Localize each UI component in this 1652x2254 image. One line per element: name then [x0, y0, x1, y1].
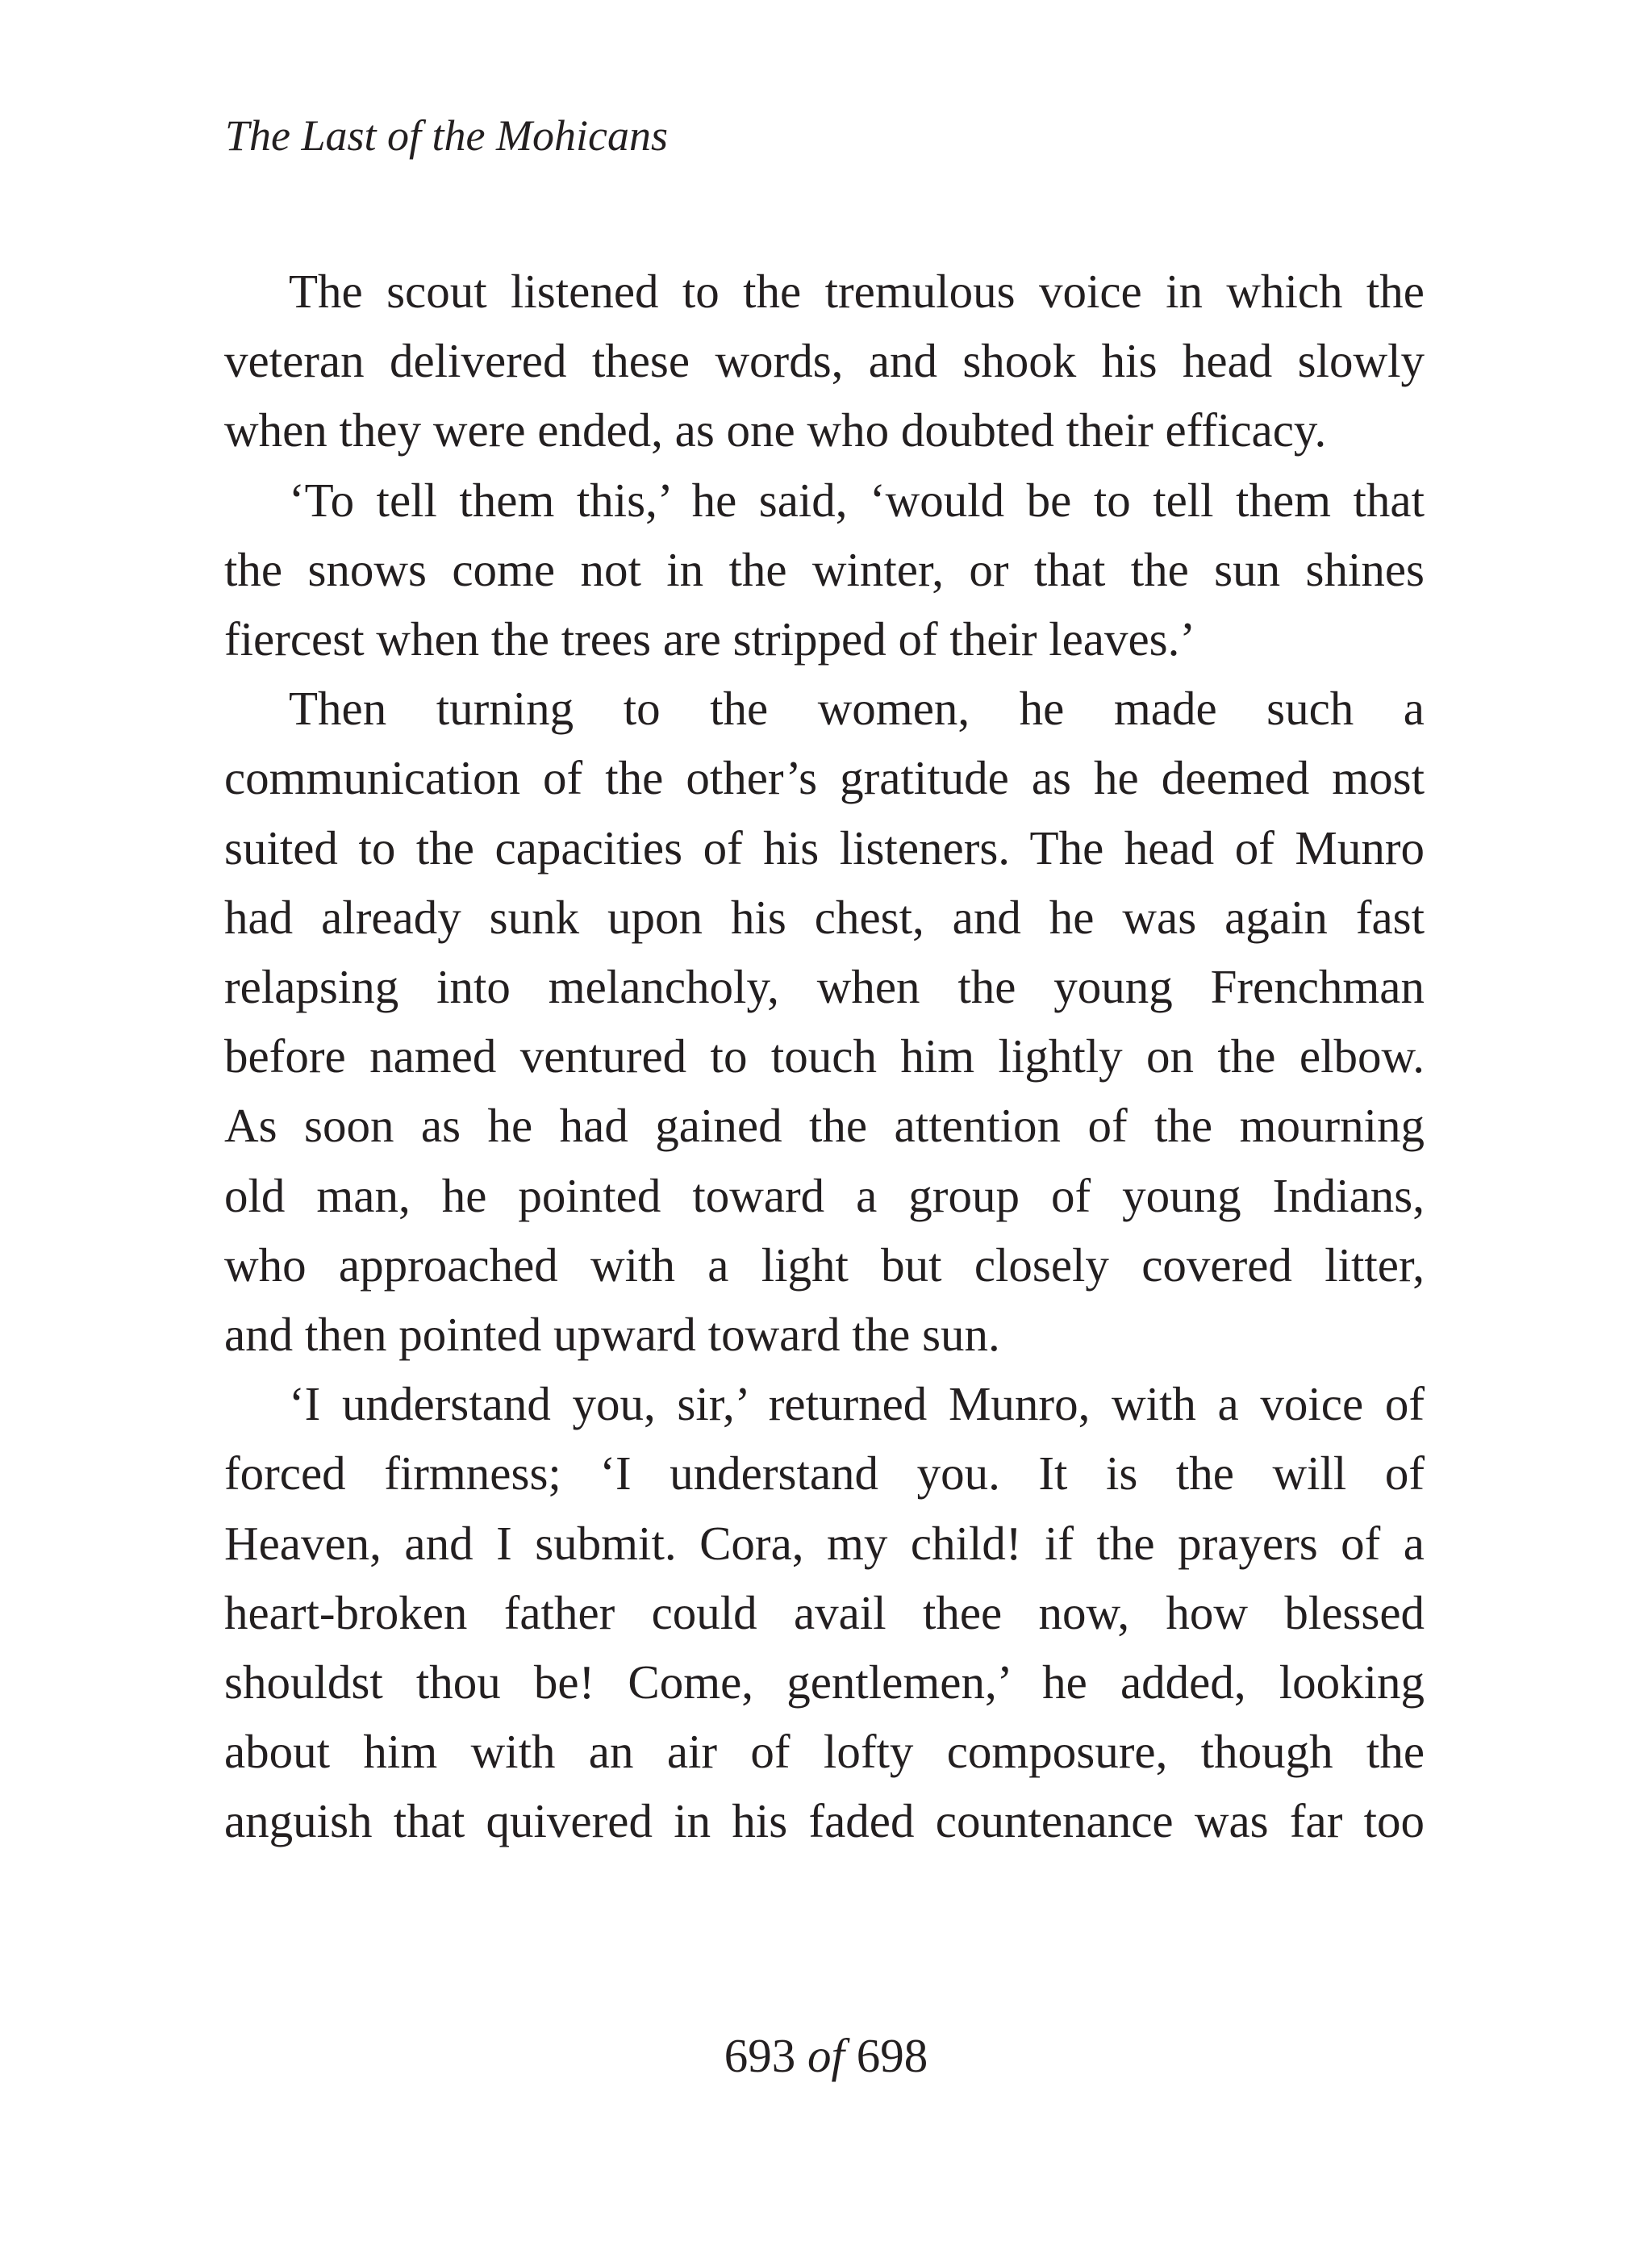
- text-line: ‘I understand you, sir,’ returned Munro, with a voice of: [289, 1377, 1425, 1431]
- text-line: Heaven, and I submit. Cora, my child! if the prayers of a: [224, 1516, 1425, 1570]
- text-line: As soon as he had gained the attention of the mourning: [224, 1099, 1425, 1153]
- text-line: The scout listened to the tremulous voice in which the: [289, 265, 1425, 318]
- page-number-current: 693: [724, 2029, 796, 2082]
- text-line: forced firmness; ‘I understand you. It is the will of: [224, 1446, 1425, 1501]
- page-number-total: 698: [856, 2029, 928, 2082]
- text-line: Then turning to the women, he made such a: [289, 682, 1425, 736]
- running-head-title: The Last of the Mohicans: [225, 111, 668, 160]
- text-line: anguish that quivered in his faded countenance was far too: [224, 1794, 1425, 1848]
- text-line: the snows come not in the winter, or that the sun shines: [224, 542, 1425, 596]
- page-number-separator: of: [807, 2029, 845, 2082]
- text-line: shouldst thou be! Come, gentlemen,’ he added, looking: [224, 1655, 1425, 1709]
- text-line: relapsing into melancholy, when the young Frenchman: [224, 960, 1425, 1014]
- text-line: when they were ended, as one who doubted their efficacy.: [224, 403, 1327, 457]
- text-line: heart-broken father could avail thee now, how blessed: [224, 1585, 1425, 1639]
- paragraph: [224, 674, 1425, 1369]
- text-line: fiercest when the trees are stripped of their leaves.’: [224, 612, 1196, 666]
- text-line: about him with an air of lofty composure, though the: [224, 1725, 1425, 1779]
- text-line: communication of the other’s gratitude as he deemed most: [224, 751, 1425, 805]
- page-number: [0, 2023, 1652, 2088]
- text-line: ‘To tell them this,’ he said, ‘would be to tell them that: [289, 473, 1425, 527]
- paragraph: [224, 1369, 1425, 1855]
- text-line: old man, he pointed toward a group of young Indians,: [224, 1168, 1425, 1222]
- paragraph: [224, 257, 1425, 465]
- text-line: and then pointed upward toward the sun.: [224, 1308, 1000, 1362]
- paragraph: [224, 465, 1425, 674]
- text-line: had already sunk upon his chest, and he was again fast: [224, 890, 1425, 944]
- text-line: suited to the capacities of his listeners. The head of Munro: [224, 820, 1425, 874]
- text-line: who approached with a light but closely covered litter,: [224, 1238, 1425, 1292]
- text-line: veteran delivered these words, and shook his head slowly: [224, 334, 1425, 388]
- text-line: before named ventured to touch him lightly on the elbow.: [224, 1029, 1425, 1083]
- body-text: [224, 257, 1425, 1856]
